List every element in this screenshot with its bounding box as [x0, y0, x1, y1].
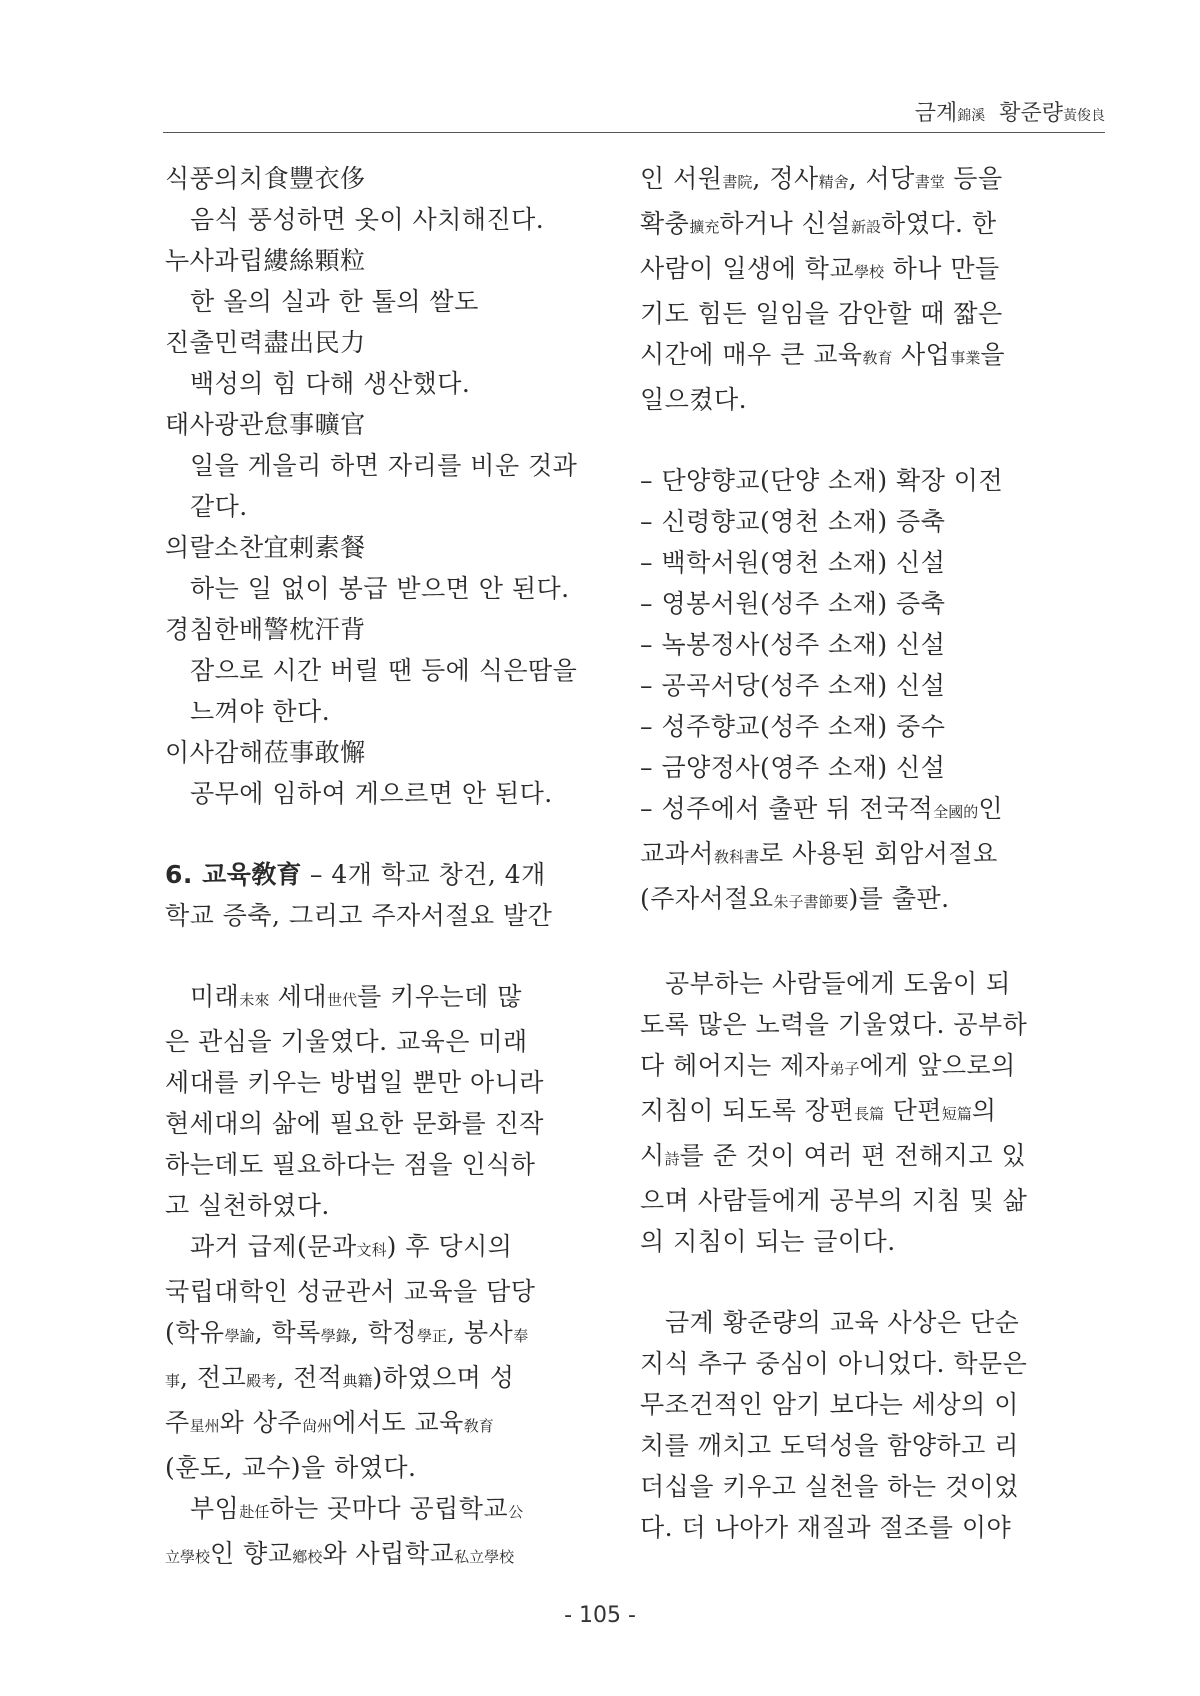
school-list-item: – 녹봉정사(성주 소재) 신설 [640, 630, 946, 659]
verse-title: 진출민력盡出民力 [165, 328, 366, 357]
section-heading-hanja: 敎育 [251, 860, 302, 889]
header-rule [163, 132, 1105, 133]
verse-meaning: 음식 풍성하면 옷이 사치해진다. [190, 205, 545, 234]
paragraph-line: 지침이 되도록 장편長篇 단편短篇의 [640, 1096, 997, 1125]
school-list-item: – 신령향교(영천 소재) 증축 [640, 507, 946, 536]
section-heading-line2: 학교 증축, 그리고 주자서절요 발간 [165, 901, 553, 930]
paragraph-line: 도록 많은 노력을 기울였다. 공부하 [640, 1010, 1028, 1039]
paragraph-line: 일으켰다. [640, 385, 748, 414]
verse-title: 의랄소찬宜剌素餐 [165, 533, 366, 562]
school-list-item: – 금양정사(영주 소재) 신설 [640, 753, 946, 782]
paragraph-line: 으며 사람들에게 공부의 지침 및 삶 [640, 1186, 1028, 1215]
publication-item: – 성주에서 출판 뒤 전국적全國的인 [640, 794, 1003, 823]
verse-meaning: 백성의 힘 다해 생산했다. [190, 369, 471, 398]
spacer [640, 1262, 1070, 1302]
header-person-hanja: 黃俊良 [1063, 108, 1105, 124]
school-list-item: – 백학서원(영천 소재) 신설 [640, 548, 946, 577]
verse-title: 이사감해莅事敢懈 [165, 738, 366, 767]
school-list-item: – 성주향교(성주 소재) 중수 [640, 712, 946, 741]
paragraph-line: 다. 더 나아가 재질과 절조를 이야 [640, 1513, 1012, 1542]
spacer [165, 936, 605, 976]
section-heading-rest: – 4개 학교 창건, 4개 [301, 860, 546, 889]
paragraph-line: 금계 황준량의 교육 사상은 단순 [665, 1308, 1020, 1337]
right-column [640, 158, 1070, 1548]
paragraph-line: 은 관심을 기울였다. 교육은 미래 [165, 1027, 528, 1056]
publication-item: (주자서절요朱子書節要)를 출판. [640, 884, 950, 913]
verse-meaning: 잠으로 시간 버릴 땐 등에 식은땀을 [190, 656, 578, 685]
spacer [640, 923, 1070, 963]
paragraph-line: 의 지침이 되는 글이다. [640, 1227, 896, 1256]
paragraph-line: 시詩를 준 것이 여러 편 전해지고 있 [640, 1141, 1027, 1170]
running-header [915, 96, 1105, 127]
verse-meaning: 공무에 임하여 게으르면 안 된다. [190, 779, 553, 808]
verse-meaning: 하는 일 없이 봉급 받으면 안 된다. [190, 574, 570, 603]
paragraph-line: 사람이 일생에 학교學校 하나 만들 [640, 254, 1000, 283]
paragraph-line: 고 실천하였다. [165, 1191, 330, 1220]
verse-meaning: 일을 게을리 하면 자리를 비운 것과 [190, 451, 578, 480]
paragraph-line: 주星州와 상주尙州에서도 교육敎育 [165, 1408, 494, 1437]
paragraph-line: 기도 힘든 일임을 감안할 때 짧은 [640, 299, 1003, 328]
verse-title: 식풍의치食豐衣侈 [165, 164, 366, 193]
school-list-item: – 공곡서당(성주 소재) 신설 [640, 671, 946, 700]
verse-title: 태사광관怠事曠官 [165, 410, 366, 439]
paragraph-line: 부임赴任하는 곳마다 공립학교公 [190, 1494, 524, 1523]
paragraph-line: 지식 추구 중심이 아니었다. 학문은 [640, 1349, 1028, 1378]
section-heading [165, 854, 605, 895]
school-list-item: – 영봉서원(성주 소재) 증축 [640, 589, 946, 618]
paragraph-line: 더십을 키우고 실천을 하는 것이었 [640, 1472, 1019, 1501]
spacer [165, 814, 605, 854]
paragraph-line: 하는데도 필요하다는 점을 인식하 [165, 1150, 536, 1179]
paragraph-line: 과거 급제(문과文科) 후 당시의 [190, 1232, 513, 1261]
spacer [640, 420, 1070, 460]
paragraph-line: 시간에 매우 큰 교육敎育 사업事業을 [640, 340, 1005, 369]
page-number: - 105 - [564, 1603, 636, 1628]
section-heading-title: 6. 교육 [165, 860, 252, 889]
paragraph-line: 치를 깨치고 도덕성을 함양하고 리 [640, 1431, 1019, 1460]
paragraph-line: (학유學諭, 학록學錄, 학정學正, 봉사奉 [165, 1318, 529, 1347]
paragraph-line: 인 서원書院, 정사精舍, 서당書堂 등을 [640, 164, 1003, 193]
header-name: 금계 [914, 101, 958, 126]
verse-meaning: 같다. [190, 492, 248, 521]
paragraph-line: (훈도, 교수)을 하였다. [165, 1453, 417, 1482]
paragraph-line: 확충擴充하거나 신설新設하였다. 한 [640, 209, 997, 238]
header-hanja: 錦溪 [957, 108, 986, 124]
verse-title: 누사과립縷絲顆粒 [165, 246, 366, 275]
paragraph-line: 다 헤어지는 제자弟子에게 앞으로의 [640, 1051, 1016, 1080]
paragraph-line: 공부하는 사람들에게 도움이 되 [665, 969, 1011, 998]
paragraph-line: 국립대학인 성균관서 교육을 담당 [165, 1277, 536, 1306]
verse-title: 경침한배警枕汗背 [165, 615, 366, 644]
paragraph-line: 세대를 키우는 방법일 뿐만 아니라 [165, 1068, 544, 1097]
paragraph-line: 무조건적인 암기 보다는 세상의 이 [640, 1390, 1019, 1419]
left-column [165, 158, 605, 1578]
verse-meaning: 한 올의 실과 한 톨의 쌀도 [190, 287, 479, 316]
paragraph-line: 立學校인 향교鄕校와 사립학교私立學校 [165, 1539, 515, 1568]
publication-item: 교과서敎科書로 사용된 회암서절요 [640, 839, 998, 868]
paragraph-line: 현세대의 삶에 필요한 문화를 진작 [165, 1109, 544, 1138]
verse-meaning: 느껴야 한다. [190, 697, 331, 726]
header-person: 황준량 [999, 101, 1063, 126]
paragraph-line: 미래未來 세대世代를 키우는데 많 [190, 982, 522, 1011]
paragraph-line: 事, 전고殿考, 전적典籍)하였으며 성 [165, 1363, 515, 1392]
school-list-item: – 단양향교(단양 소재) 확장 이전 [640, 466, 1004, 495]
